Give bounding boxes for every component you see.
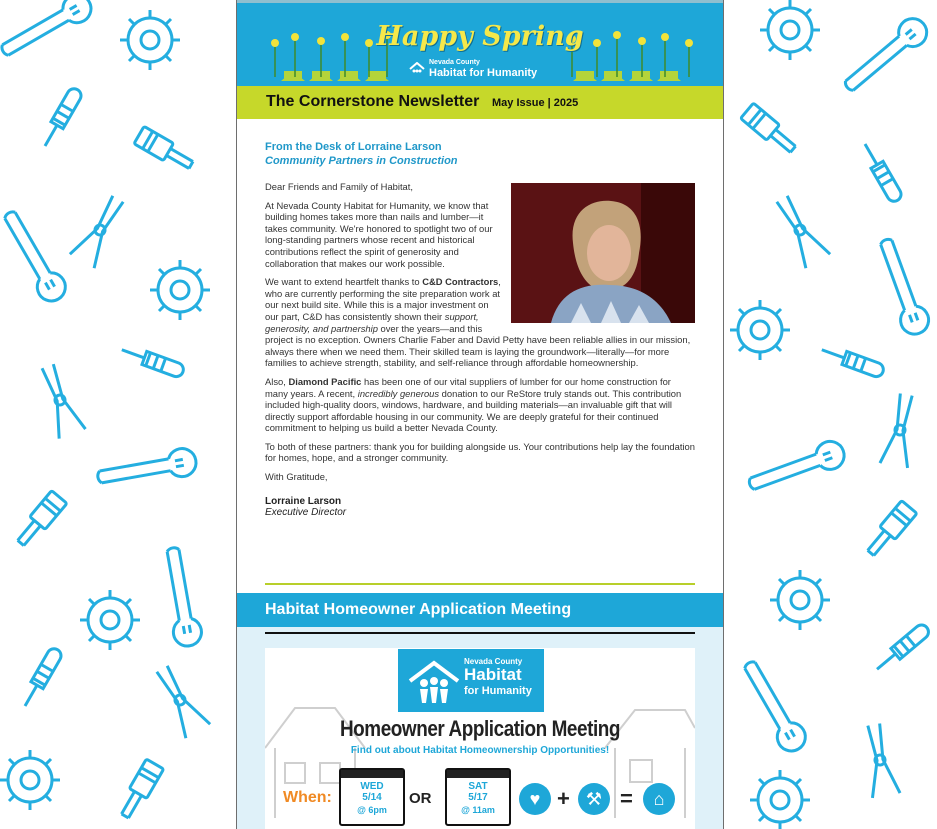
cd-contractors-name: C&D Contractors — [422, 276, 499, 288]
letter-subheading: Community Partners in Construction — [265, 155, 458, 167]
flyer-logo-for: for Humanity — [464, 685, 532, 697]
when-label: When: — [283, 789, 332, 806]
letter-paragraph-3: Also, Diamond Pacific has been one of our vital suppliers of lumber for our home construction for many years. A recent, incredibly generous donation to our ReStore truly stands out. This contribution included high-quality doors, windows, hardware, and building materials—an invaluable gift that will directly support affordable housing in our community. We are deeply grateful for their continued commitment to helping us build a better Nevada County. — [265, 375, 682, 434]
meeting-section-title: Habitat Homeowner Application Meeting — [265, 601, 572, 618]
equals-sign: = — [620, 786, 633, 811]
or-label: OR — [409, 790, 432, 807]
spring-banner — [237, 0, 723, 86]
letter-greeting: Dear Friends and Family of Habitat, — [265, 181, 413, 192]
home-icon: ⌂ — [643, 783, 675, 815]
calendar-icon — [341, 770, 403, 778]
portrait-image — [511, 183, 695, 323]
signature-title: Executive Director — [265, 507, 347, 519]
flyer-logo-name: Habitat — [464, 665, 522, 684]
habitat-house-icon — [409, 62, 425, 76]
director-letter — [265, 140, 695, 519]
logo-county: Nevada County — [429, 59, 480, 66]
newsletter-email — [236, 0, 724, 829]
section-divider — [265, 583, 695, 585]
calendar-date-1 — [339, 768, 405, 826]
letter-paragraph-2: We want to extend heartfelt thanks to C&D Contractors, who are currently performing the site preparation work at our next build site. While this is a major investment on our part, C&D has consistently shown their support, generosity, and partnership over the years—and this project is no exception. Owners Charlie Faber and David Petty have been reliable allies in our mission, always there when we need them. Their skilled team is laying the groundwork—literally—for more families to achieve strength, stability, and self-reliance through affordable homeownership. — [265, 276, 691, 369]
letter-paragraph-4: To both of these partners: thank you for building alongside us. Your contributions help lay the foundation for homes, hope, and a stronger community. — [265, 440, 695, 464]
flyer-habitat-logo — [398, 649, 544, 712]
date2-day: SAT — [468, 781, 488, 792]
calendar-icon — [447, 770, 509, 778]
newsletter-title: The Cornerstone Newsletter — [266, 93, 480, 110]
director-photo — [511, 183, 695, 323]
flyer-title: Homeowner Application Meeting — [339, 716, 621, 741]
habitat-logo — [409, 59, 537, 79]
diamond-pacific-name: Diamond Pacific — [288, 375, 362, 387]
black-rule — [265, 632, 695, 634]
signature-name: Lorraine Larson — [265, 495, 342, 507]
date1-time: @ 6pm — [357, 805, 387, 815]
letter-heading: From the Desk of Lorraine Larson — [265, 141, 442, 153]
heart-icon: ♥ — [519, 783, 551, 815]
plus-sign: + — [557, 786, 570, 811]
meeting-flyer-image[interactable] — [265, 648, 695, 829]
logo-name: Habitat for Humanity — [429, 67, 538, 79]
flyer-logo-county: Nevada County — [464, 657, 523, 666]
habitat-people-icon — [406, 659, 462, 705]
calendar-date-2 — [445, 768, 511, 826]
date2-time: @ 11am — [461, 805, 495, 815]
meeting-section-header — [237, 593, 723, 627]
flyer-subtitle: Find out about Habitat Homeownership Opportunities! — [350, 745, 610, 756]
date2-date: 5/17 — [468, 792, 488, 803]
letter-paragraph-1: At Nevada County Habitat for Humanity, we know that building homes takes more than nails and lumber—it takes community. We're honored to spotlight two of our long-standing partners whose recent and historical contributions reflect the spirit of generosity and collaboration that makes our work possible. — [265, 199, 493, 269]
newsletter-titlebar — [237, 86, 723, 119]
issue-label: May Issue | 2025 — [492, 97, 579, 109]
hammer-icon: ⚒ — [578, 783, 610, 815]
date1-day: WED — [360, 781, 384, 792]
date1-date: 5/14 — [362, 792, 382, 803]
letter-closing: With Gratitude, — [265, 471, 328, 483]
banner-title: Happy Spring — [376, 21, 584, 52]
